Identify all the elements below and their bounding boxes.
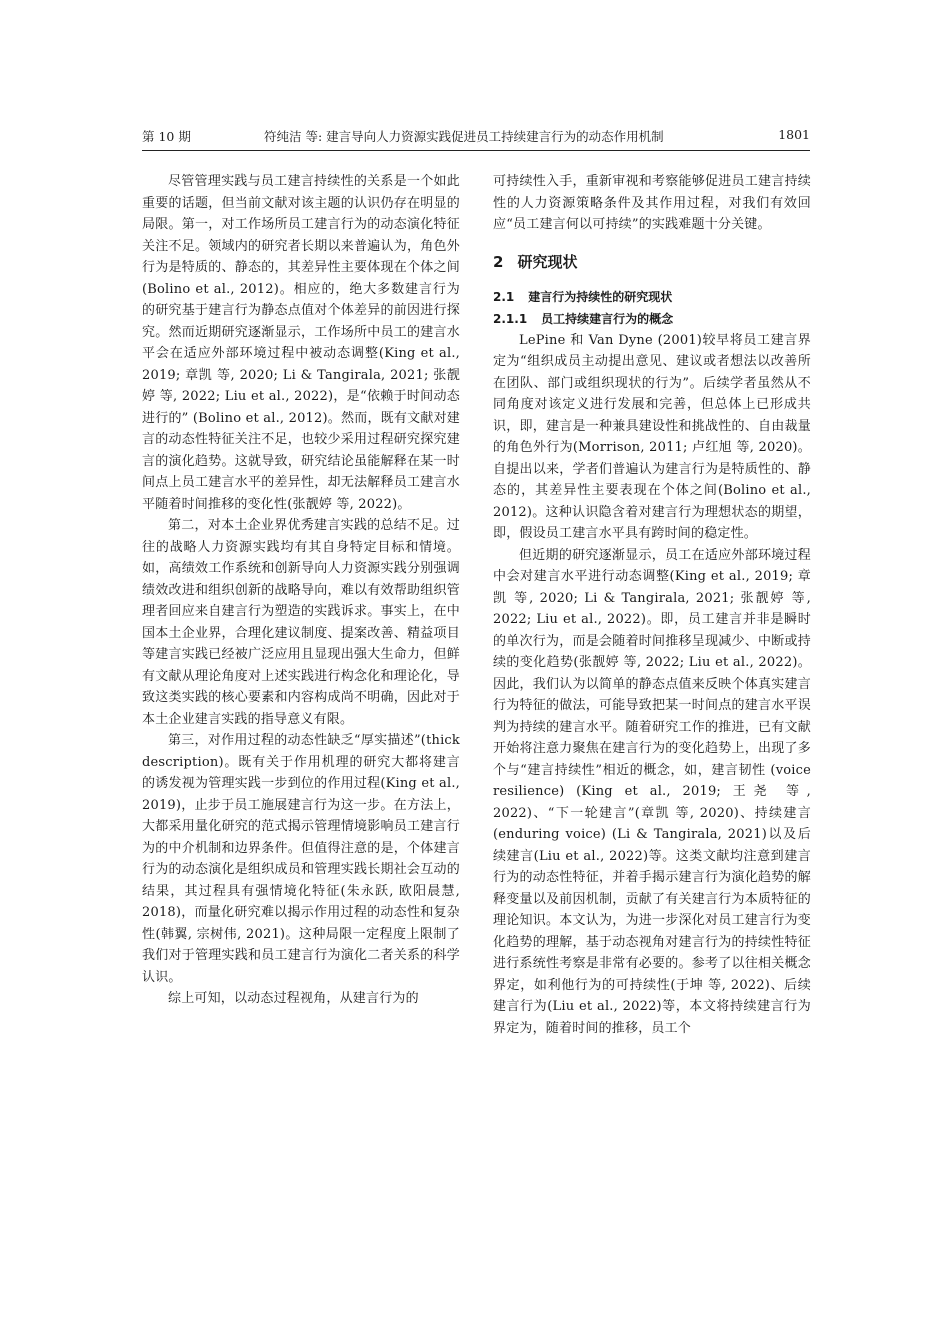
page-header	[142, 127, 810, 149]
subsection-title: 建言行为持续性的研究现状	[528, 289, 673, 304]
paragraph-continuation: 可持续性入手，重新审视和考察能够促进员工建言持续性的人力资源策略条件及其作用过程，对我们有效回应“员工建言何以可持续”的实践难题十分关键。	[493, 174, 811, 232]
subsubsection-title: 员工持续建言行为的概念	[541, 311, 674, 326]
paragraph: 第三，对作用过程的动态性缺乏“厚实描述”(thick description)。既有关于作用机理的研究大都将建言的诱发视为管理实践一步到位的作用过程(King et al., 2019)，止步于员工施展建言行为这一步。在方法上，大都采用量化研究的范式揭示管理情境影响员工建言行为的中介机制和边界条件。但值得注意的是，个体建言行为的动态演化是组织成员和管理实践长期社会互动的结果，其过程具有强情境化特征(朱永跃, 欧阳晨慧, 2018)，而量化研究难以揭示作用过程的动态性和复杂性(韩翼, 宗树伟, 2021)。这种局限一定程度上限制了我们对于管理实践和员工建言行为演化二者关系的科学认识。	[142, 733, 460, 985]
section-number: 2	[493, 252, 504, 271]
subsubsection-number: 2.1.1	[493, 311, 528, 326]
left-column	[142, 171, 460, 1010]
issue-number: 第 10 期	[142, 129, 191, 144]
right-column	[493, 171, 811, 1039]
subsection-number: 2.1	[493, 289, 515, 304]
running-title: 符纯洁 等: 建言导向人力资源实践促进员工持续建言行为的动态作用机制	[264, 129, 664, 144]
header-rule	[142, 150, 810, 151]
section-title: 研究现状	[517, 252, 578, 271]
paragraph: 但近期的研究逐渐显示，员工在适应外部环境过程中会对建言水平进行动态调整(King et al., 2019; 章凯 等, 2020; Li & Tangirala, 2021; 张靓婷 等, 2022; Liu et al., 2022)。即，员工建言并非是瞬时的单次行为，而是会随着时间推移呈现减少、中断或持续的变化趋势(张靓婷 等, 2022; Liu et al., 2022)。因此，我们认为以简单的静态点值来反映个体真实建言行为特征的做法，可能导致把某一时间点的建言水平误判为持续的建言水平。随着研究工作的推进，已有文献开始将注意力聚焦在建言行为的变化趋势上，出现了多个与“建言持续性”相近的概念，如，建言韧性 (voice resilience) (King et al., 2019; 王尧 等, 2022)、“下一轮建言”(章凯 等, 2020)、持续建言(enduring voice) (Li & Tangirala, 2021)以及后续建言(Liu et al., 2022)等。这类文献均注意到建言行为的动态性特征，并着手揭示建言行为演化趋势的解释变量以及前因机制，贡献了有关建言行为本质特征的理论知识。本文认为，为进一步深化对员工建言行为变化趋势的理解，基于动态视角对建言行为的持续性特征进行系统性考察是非常有必要的。参考了以往相关概念界定，如利他行为的可持续性(于坤 等, 2022)、后续建言行为(Liu et al., 2022)等，本文将持续建言行为界定为，随着时间的推移，员工个	[493, 547, 811, 1036]
page-number: 1801	[778, 127, 810, 142]
paragraph: 第二，对本土企业界优秀建言实践的总结不足。过往的战略人力资源实践均有其自身特定目标和情境。如，高绩效工作系统和创新导向人力资源实践分别强调绩效改进和组织创新的战略导向，难以有效帮助组织管理者回应来自建言行为塑造的实践诉求。事实上，在中国本土企业界，合理化建议制度、提案改善、精益项目等建言实践已经被广泛应用且显现出强大生命力，但鲜有文献从理论角度对上述实践进行构念化和理论化，导致这类实践的核心要素和内容构成尚不明确，因此对于本土企业建言实践的指导意义有限。	[142, 518, 460, 727]
paragraph: LePine 和 Van Dyne (2001)较早将员工建言界定为“组织成员主动提出意见、建议或者想法以改善所在团队、部门或组织现状的行为”。后续学者虽然从不同角度对该定义进行发展和完善，但总体上已形成共识，即，建言是一种兼具建设性和挑战性的、自由裁量的角色外行为(Morrison, 2011; 卢红旭 等, 2020)。自提出以来，学者们普遍认为建言行为是特质性的、静态的，其差异性主要表现在个体之间(Bolino et al., 2012)。这种认识隐含着对建言行为理想状态的期望，即，假设员工建言水平具有跨时间的稳定性。	[493, 332, 811, 541]
subsubsection-heading	[493, 308, 811, 330]
paragraph: 综上可知，以动态过程视角，从建言行为的	[168, 991, 419, 1006]
paragraph: 尽管管理实践与员工建言持续性的关系是一个如此重要的话题，但当前文献对该主题的认识仍存在明显的局限。第一，对工作场所员工建言行为的动态演化特征关注不足。领域内的研究者长期以来普遍认为，角色外行为是特质的、静态的，其差异性主要体现在个体之间(Bolino et al., 2012)。相应的，绝大多数建言行为的研究基于建言行为静态点值对个体差异的前因进行探究。然而近期研究逐渐显示，工作场所中员工的建言水平会在适应外部环境过程中被动态调整(King et al., 2019; 章凯 等, 2020; Li & Tangirala, 2021; 张靓婷 等, 2022; Liu et al., 2022)，是“依赖于时间动态进行的” (Bolino et al., 2012)。然而，既有文献对建言的动态性特征关注不足，也较少采用过程研究探究建言的演化趋势。这就导致，研究结论虽能解释在某一时间点上员工建言水平的差异性，却无法解释员工建言水平随着时间推移的变化性(张靓婷 等, 2022)。	[142, 174, 460, 512]
section-heading	[493, 251, 811, 273]
subsection-heading	[493, 286, 811, 308]
